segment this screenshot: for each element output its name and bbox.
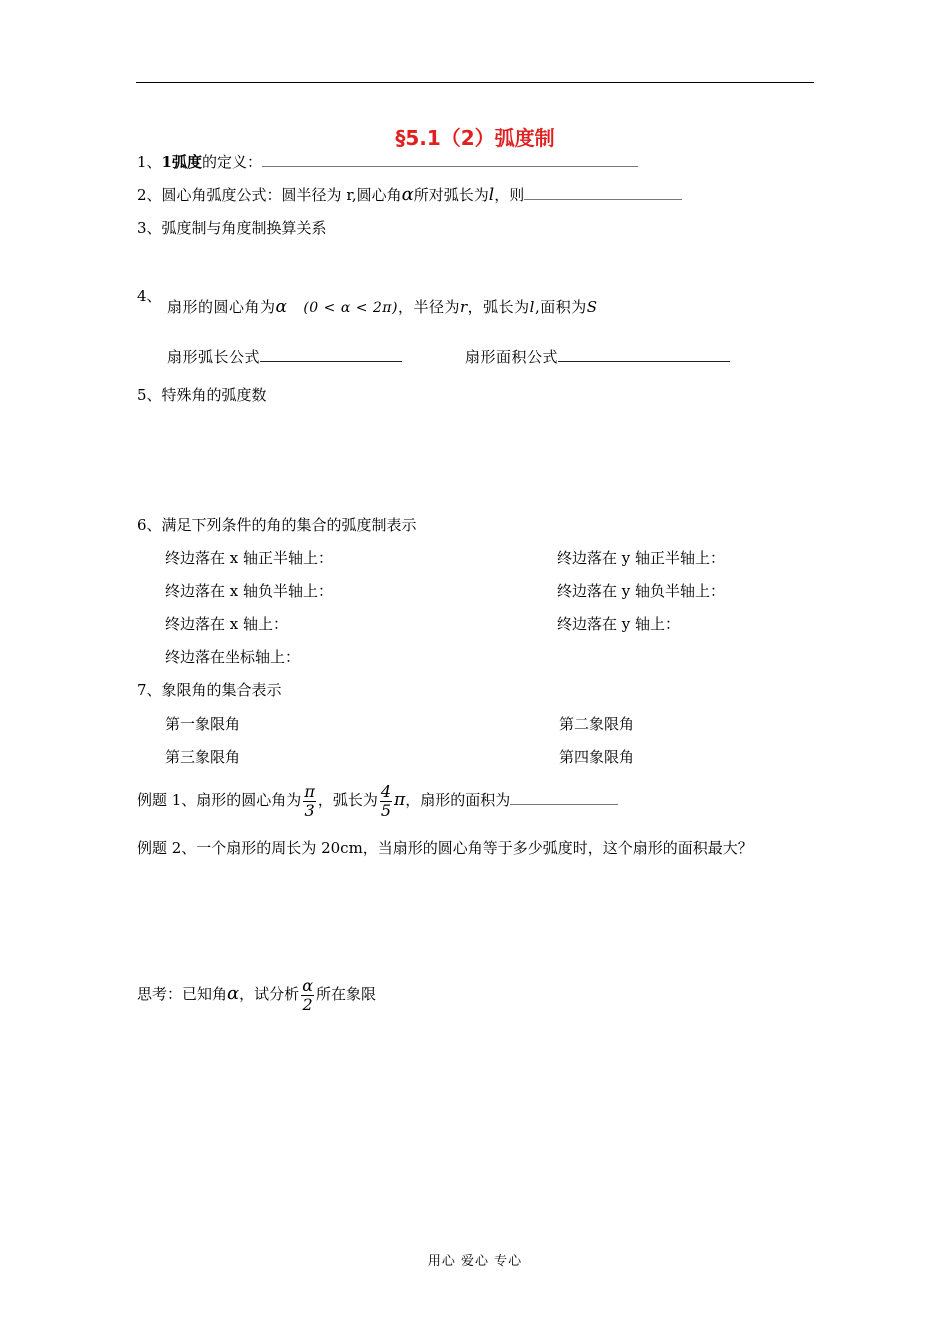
item-4-range: (0 < α < 2π) bbox=[303, 300, 398, 316]
area-formula-label: 扇形面积公式 bbox=[465, 348, 559, 366]
example-1-text-a: 例题 1、扇形的圆心角为 bbox=[137, 791, 302, 809]
think-question bbox=[137, 974, 376, 1014]
item-4-number: 4、 bbox=[137, 287, 162, 305]
item-6-right-0: 终边落在 y 轴正半轴上： bbox=[557, 549, 726, 567]
item-4-s: S bbox=[586, 298, 598, 316]
item-6: 6、满足下列条件的角的集合的弧度制表示 bbox=[137, 516, 417, 534]
item-2-l: l bbox=[488, 185, 495, 205]
item-4-desc-c: ，弧长为 bbox=[467, 298, 530, 316]
item-2 bbox=[137, 185, 682, 205]
item-7-right-1: 第四象限角 bbox=[559, 748, 635, 766]
item-4-desc-a: 扇形的圆心角为 bbox=[167, 298, 276, 316]
think-fraction-numerator: α bbox=[302, 975, 313, 995]
item-1-text: 的定义： bbox=[201, 153, 262, 171]
item-4-desc-d: ,面积为 bbox=[534, 298, 587, 316]
header-rule bbox=[136, 82, 814, 83]
arc-formula-blank[interactable] bbox=[260, 347, 402, 362]
item-2-text-b: 所对弧长为 bbox=[413, 186, 489, 204]
arc-formula bbox=[167, 347, 402, 367]
item-1-bold: 1弧度 bbox=[161, 153, 202, 171]
example-1-fraction-2 bbox=[380, 783, 392, 820]
example-1-text-c: ，扇形的面积为 bbox=[405, 791, 511, 809]
item-2-alpha: α bbox=[401, 184, 414, 205]
think-alpha: α bbox=[227, 983, 240, 1004]
think-fraction-denominator: 2 bbox=[302, 994, 313, 1014]
page-footer: 用心 爱心 专心 bbox=[427, 1254, 523, 1269]
fraction-1-denominator: 3 bbox=[304, 800, 315, 820]
area-formula bbox=[465, 347, 730, 367]
fraction-1-numerator: π bbox=[304, 781, 315, 801]
item-2-text-a: 2、圆心角弧度公式：圆半径为 r,圆心角 bbox=[137, 186, 402, 204]
item-1 bbox=[137, 152, 638, 172]
item-6-left-1: 终边落在 x 轴负半轴上： bbox=[165, 582, 333, 600]
fraction-2-numerator: 4 bbox=[380, 781, 392, 801]
item-2-text-c: ，则 bbox=[494, 186, 525, 204]
example-2: 例题 2、一个扇形的周长为 20cm，当扇形的圆心角等于多少弧度时，这个扇形的面积最大？ bbox=[137, 839, 753, 857]
item-2-blank[interactable] bbox=[524, 185, 682, 200]
item-6-left-3: 终边落在坐标轴上： bbox=[165, 648, 301, 666]
item-6-right-2: 终边落在 y 轴上： bbox=[557, 615, 681, 633]
item-4-desc-b: ，半径为 bbox=[397, 298, 460, 316]
item-4-description bbox=[167, 297, 598, 318]
item-5: 5、特殊角的弧度数 bbox=[137, 386, 267, 404]
example-1-text-b: ，弧长为 bbox=[317, 791, 378, 809]
area-formula-blank[interactable] bbox=[558, 347, 730, 362]
item-1-number: 1、 bbox=[137, 153, 162, 171]
item-4-alpha: α bbox=[275, 297, 288, 317]
item-6-left-0: 终边落在 x 轴正半轴上： bbox=[165, 549, 333, 567]
item-4-r: r bbox=[459, 298, 468, 316]
item-6-right-1: 终边落在 y 轴负半轴上： bbox=[557, 582, 726, 600]
example-1 bbox=[137, 780, 618, 820]
item-7-left-0: 第一象限角 bbox=[165, 715, 241, 733]
item-7-right-0: 第二象限角 bbox=[559, 715, 635, 733]
page-title: §5.1（2）弧度制 bbox=[395, 126, 555, 150]
example-1-blank[interactable] bbox=[510, 790, 618, 805]
example-1-fraction-1 bbox=[303, 783, 316, 820]
think-fraction bbox=[301, 977, 314, 1014]
item-7: 7、象限角的集合表示 bbox=[137, 681, 282, 699]
item-7-left-1: 第三象限角 bbox=[165, 748, 241, 766]
item-1-blank[interactable] bbox=[262, 152, 638, 167]
item-4-l: l bbox=[529, 298, 535, 316]
fraction-2-denominator: 5 bbox=[380, 800, 392, 820]
think-text-c: 所在象限 bbox=[316, 985, 377, 1003]
arc-formula-label: 扇形弧长公式 bbox=[167, 348, 261, 366]
item-3: 3、弧度制与角度制换算关系 bbox=[137, 219, 327, 237]
item-6-left-2: 终边落在 x 轴上： bbox=[165, 615, 288, 633]
think-text-b: ，试分析 bbox=[239, 985, 300, 1003]
example-1-pi: π bbox=[394, 790, 406, 810]
think-text-a: 思考：已知角 bbox=[137, 985, 228, 1003]
